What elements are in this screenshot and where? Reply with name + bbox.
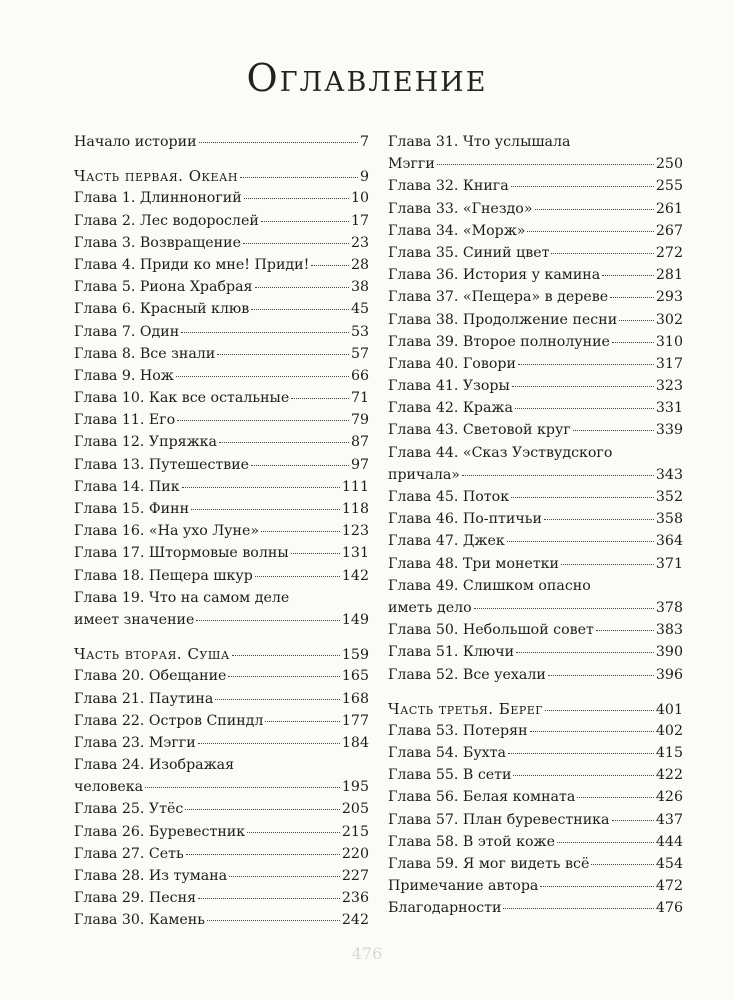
toc-entry-title: Глава 14. Пик	[74, 478, 180, 495]
toc-part-heading	[388, 698, 683, 720]
dot-leader	[244, 198, 349, 199]
toc-entry	[74, 609, 369, 631]
dot-leader	[243, 243, 349, 244]
dot-leader	[557, 842, 654, 843]
toc-entry	[74, 843, 369, 865]
toc-page-number: 331	[655, 400, 683, 417]
toc-entry-title: Глава 18. Пещера шкур	[74, 567, 253, 584]
toc-entry-title: Глава 40. Говори	[388, 355, 516, 372]
dot-leader	[261, 531, 340, 532]
toc-entry	[388, 664, 683, 686]
toc-entry	[74, 665, 369, 687]
toc-page-number: 364	[655, 533, 683, 550]
dot-leader	[181, 332, 349, 333]
toc-entry-title: имеет значение	[74, 611, 195, 628]
toc-entry	[388, 353, 683, 375]
toc-entry	[388, 220, 683, 242]
toc-entry	[74, 365, 369, 387]
dot-leader	[219, 442, 349, 443]
dot-leader	[518, 364, 654, 365]
toc-page-number: 402	[655, 722, 683, 739]
toc-page-number: 310	[655, 333, 683, 350]
toc-entry	[74, 909, 369, 931]
dot-leader	[516, 652, 654, 653]
toc-entry	[74, 298, 369, 320]
toc-page-number: 390	[655, 644, 683, 661]
toc-entry	[74, 520, 369, 542]
toc-entry	[388, 875, 683, 897]
toc-entry-title: Глава 32. Книга	[388, 178, 509, 195]
dot-leader	[508, 753, 654, 754]
toc-page-number: 396	[655, 666, 683, 683]
toc-entry-title: Глава 19. Что на самом деле	[74, 589, 290, 606]
toc-entry	[74, 688, 369, 710]
toc-page-number: 401	[655, 701, 683, 718]
toc-entry-title: Глава 58. В этой коже	[388, 833, 555, 850]
toc-page-number: 220	[341, 845, 369, 862]
toc-entry	[388, 464, 683, 486]
toc-entry-title: Глава 31. Что услышала	[388, 134, 571, 150]
toc-entry	[74, 776, 369, 798]
toc-page-number: 118	[341, 501, 369, 517]
toc-entry	[388, 619, 683, 641]
toc-entry-title: Глава 8. Все знали	[74, 345, 216, 362]
toc-entry	[74, 887, 369, 909]
toc-page-number: 149	[341, 611, 369, 628]
toc-entry	[74, 732, 369, 754]
dot-leader	[215, 699, 340, 700]
toc-page-number: 227	[341, 868, 369, 884]
toc-page-number: 352	[655, 489, 683, 505]
toc-page-number: 437	[655, 811, 683, 828]
toc-entry	[74, 821, 369, 843]
toc-entry-title: Глава 24. Изображая	[74, 757, 235, 774]
toc-entry	[388, 198, 683, 220]
toc-entry	[388, 897, 683, 919]
toc-page-number: 272	[655, 244, 683, 261]
toc-entry-title: Глава 9. Нож	[74, 367, 174, 384]
toc-page-number: 383	[655, 622, 683, 639]
dot-leader	[515, 408, 654, 409]
toc-entry-title: Глава 25. Утёс	[74, 801, 184, 818]
toc-page-number: 358	[655, 511, 683, 528]
toc-page-number: 142	[341, 567, 369, 584]
toc-page-number: 45	[350, 301, 369, 318]
dot-leader	[247, 832, 340, 833]
toc-entry	[74, 409, 369, 431]
toc-entry-title: Глава 52. Все уехали	[388, 666, 546, 683]
toc-entry	[388, 286, 683, 308]
toc-entry	[388, 809, 683, 831]
toc-entry	[74, 210, 369, 232]
toc-page-number: 293	[655, 289, 683, 306]
dot-leader	[545, 710, 654, 711]
toc-entry-title: Глава 6. Красный клюв	[74, 301, 250, 318]
toc-page-number: 343	[655, 466, 683, 483]
dot-leader	[291, 553, 340, 554]
toc-page-number: 195	[341, 779, 369, 796]
toc-entry	[388, 309, 683, 331]
toc-entry	[388, 853, 683, 875]
page-title: Оглавление	[246, 56, 488, 100]
dot-leader	[540, 886, 654, 887]
dot-leader	[530, 731, 654, 732]
toc-entry	[388, 742, 683, 764]
toc-entry	[74, 865, 369, 887]
toc-entry-title: Глава 46. По-птичьи	[388, 511, 542, 528]
toc-page-number: 236	[341, 890, 369, 907]
toc-page-number: 215	[341, 823, 369, 840]
toc-page-number: 281	[655, 267, 683, 284]
dot-leader	[511, 497, 654, 498]
toc-entry-title: Часть вторая. Суша	[74, 645, 230, 664]
section-gap	[74, 631, 369, 643]
toc-entry-title: Часть третья. Берег	[388, 699, 544, 718]
toc-part-heading	[74, 165, 369, 187]
dot-leader	[602, 275, 654, 276]
toc-entry	[388, 786, 683, 808]
toc-entry-title: Благодарности	[388, 900, 502, 917]
dot-leader	[474, 608, 654, 609]
toc-entry-title: Глава 39. Второе полнолуние	[388, 333, 610, 350]
toc-page-number: 317	[655, 355, 683, 372]
dot-leader	[612, 820, 654, 821]
toc-entry-title: Глава 21. Паутина	[74, 690, 214, 707]
toc-entry	[388, 397, 683, 419]
toc-page-number: 123	[341, 523, 369, 540]
dot-leader	[577, 797, 654, 798]
toc-entry-title: Глава 51. Ключи	[388, 644, 515, 661]
toc-entry	[74, 476, 369, 498]
toc-entry-title: Начало истории	[74, 134, 197, 150]
toc-page-number: 339	[655, 422, 683, 439]
toc-entry-title: Мэгги	[388, 156, 435, 173]
toc-page-number: 250	[655, 156, 683, 173]
toc-page-number: 17	[350, 212, 369, 229]
dot-leader	[544, 519, 654, 520]
toc-entry-title: Глава 59. Я мог видеть всё	[388, 856, 590, 872]
toc-entry-title: Глава 47. Джек	[388, 533, 505, 550]
toc-page-number: 23	[350, 234, 369, 251]
toc-entry-title: Глава 2. Лес водорослей	[74, 212, 259, 229]
dot-leader	[255, 287, 349, 288]
dot-leader	[573, 430, 654, 431]
dot-leader	[176, 376, 349, 377]
dot-leader	[503, 908, 654, 909]
toc-entry-title: Глава 57. План буревестника	[388, 811, 610, 828]
toc-entry-title: Глава 37. «Пещера» в дереве	[388, 289, 609, 306]
toc-entry	[74, 798, 369, 820]
toc-entry-title: Глава 42. Кража	[388, 400, 513, 417]
dot-leader	[232, 655, 340, 656]
toc-entry-title: Глава 43. Световой круг	[388, 422, 571, 439]
toc-entry-title: Глава 38. Продолжение песни	[388, 311, 618, 328]
toc-page-number: 57	[350, 345, 369, 362]
toc-page-number: 242	[341, 912, 369, 929]
dot-leader	[548, 675, 654, 676]
toc-entry-title: Глава 56. Белая комната	[388, 789, 576, 806]
dot-leader	[437, 164, 654, 165]
toc-entry	[388, 641, 683, 663]
toc-entry-title: Глава 4. Приди ко мне! Приди!	[74, 256, 310, 273]
toc-entry-title: причала»	[388, 466, 460, 483]
toc-page-number: 9	[359, 169, 369, 186]
toc-page-number: 267	[655, 222, 683, 239]
dot-leader	[535, 209, 654, 210]
toc-entry	[388, 375, 683, 397]
toc-entry	[74, 131, 369, 153]
toc-entry-title: Глава 17. Штормовые волны	[74, 545, 289, 562]
toc-page-number: 444	[655, 833, 683, 850]
toc-page-number: 205	[341, 801, 369, 818]
toc-entry-title: Глава 36. История у камина	[388, 267, 601, 284]
toc-entry-title: Глава 41. Узоры	[388, 378, 510, 395]
toc-entry	[74, 254, 369, 276]
toc-page-number: 79	[350, 412, 369, 429]
toc-entry	[74, 498, 369, 520]
toc-entry	[388, 720, 683, 742]
dot-leader	[507, 541, 654, 542]
toc-entry-title: Глава 12. Упряжка	[74, 434, 218, 451]
dot-leader	[198, 898, 340, 899]
toc-entry-title: Глава 3. Возвращение	[74, 234, 241, 251]
dot-leader	[610, 297, 654, 298]
toc-entry-title: Глава 1. Длинноногий	[74, 190, 242, 207]
toc-entry-title: Глава 49. Слишком опасно	[388, 577, 591, 594]
toc-entry-title: Глава 15. Финн	[74, 501, 190, 517]
dot-leader	[251, 309, 349, 310]
toc-entry	[388, 764, 683, 786]
toc-entry	[388, 153, 683, 175]
toc-page-number: 7	[359, 134, 369, 150]
toc-entry	[388, 419, 683, 441]
dot-leader	[527, 231, 653, 232]
dot-leader	[462, 475, 654, 476]
toc-entry	[388, 264, 683, 286]
toc-entry	[74, 710, 369, 732]
dot-leader	[261, 221, 349, 222]
toc-page-number: 97	[350, 456, 369, 473]
dot-leader	[265, 721, 339, 722]
dot-leader	[182, 487, 340, 488]
dot-leader	[591, 864, 654, 865]
toc-entry-title: Глава 13. Путешествие	[74, 456, 250, 473]
toc-entry	[74, 454, 369, 476]
dot-leader	[177, 420, 349, 421]
toc-entry-title: Глава 20. Обещание	[74, 668, 227, 685]
toc-page-number: 71	[350, 390, 369, 407]
toc-entry	[388, 831, 683, 853]
dot-leader	[612, 342, 654, 343]
toc-page-number: 472	[655, 878, 683, 895]
dot-leader	[186, 854, 340, 855]
toc-page-number: 165	[341, 668, 369, 685]
toc-entry-title: Глава 7. Один	[74, 323, 180, 340]
dot-leader	[311, 265, 349, 266]
toc-entry-title: Глава 22. Остров Спиндл	[74, 712, 264, 729]
toc-page-number: 302	[655, 311, 683, 328]
toc-page-number: 131	[341, 545, 369, 562]
dot-leader	[512, 386, 654, 387]
dot-leader	[217, 354, 349, 355]
toc-entry-title: человека	[74, 779, 144, 796]
toc-column-right	[388, 131, 683, 920]
toc-entry-title: Примечание автора	[388, 878, 539, 895]
toc-entry-title: Глава 33. «Гнездо»	[388, 200, 533, 217]
dot-leader	[619, 320, 654, 321]
toc-entry	[74, 321, 369, 343]
dot-leader	[229, 876, 340, 877]
toc-page-number: 323	[655, 378, 683, 395]
toc-page-number: 87	[350, 434, 369, 451]
toc-entry	[74, 276, 369, 298]
toc-entry-title: Глава 35. Синий цвет	[388, 244, 550, 261]
dot-leader	[513, 775, 653, 776]
toc-entry	[74, 187, 369, 209]
page-number: 476	[351, 944, 383, 963]
toc-page-number: 38	[350, 279, 369, 296]
toc-page-number: 168	[341, 690, 369, 707]
dot-leader	[228, 676, 339, 677]
section-gap	[74, 153, 369, 165]
toc-page-number: 66	[350, 367, 369, 384]
toc-entry-title: Глава 34. «Морж»	[388, 222, 526, 239]
dot-leader	[198, 743, 340, 744]
toc-entry	[74, 343, 369, 365]
toc-page-number: 476	[655, 900, 683, 917]
toc-entry-title: иметь дело	[388, 599, 472, 616]
toc-entry-title: Глава 53. Потерян	[388, 722, 528, 739]
toc-entry-title: Глава 30. Камень	[74, 912, 205, 929]
section-gap	[388, 686, 683, 698]
dot-leader	[291, 398, 349, 399]
dot-leader	[191, 509, 340, 510]
toc-entry	[388, 508, 683, 530]
toc-page-number: 53	[350, 323, 369, 340]
toc-entry-title: Глава 45. Поток	[388, 489, 510, 505]
dot-leader	[185, 809, 340, 810]
toc-page-number: 111	[341, 478, 369, 495]
dot-leader	[199, 142, 358, 143]
toc-page-number: 28	[350, 256, 369, 273]
toc-page-number: 184	[341, 734, 369, 751]
dot-leader	[207, 920, 340, 921]
toc-page-number: 177	[341, 712, 369, 729]
toc-entry-title: Глава 50. Небольшой совет	[388, 622, 594, 639]
toc-page-number: 159	[341, 647, 369, 664]
toc-entry	[388, 597, 683, 619]
toc-page-number: 371	[655, 555, 683, 572]
toc-page-number: 415	[655, 745, 683, 762]
toc-entry-title: Глава 48. Три монетки	[388, 555, 560, 572]
dot-leader	[251, 465, 349, 466]
toc-entry	[74, 431, 369, 453]
toc-entry	[388, 175, 683, 197]
toc-entry-title: Глава 55. В сети	[388, 767, 512, 784]
dot-leader	[561, 564, 654, 565]
toc-entry-title: Глава 5. Риона Храбрая	[74, 279, 253, 296]
toc-page-number: 422	[655, 767, 683, 784]
toc-entry	[74, 232, 369, 254]
toc-entry-title: Глава 28. Из тумана	[74, 868, 228, 884]
toc-entry-title: Глава 44. «Сказ Уэствудского	[388, 444, 613, 461]
toc-page-number: 454	[655, 856, 683, 872]
toc-part-heading	[74, 643, 369, 665]
toc-entry	[388, 553, 683, 575]
toc-page-number: 255	[655, 178, 683, 195]
toc-entry	[388, 242, 683, 264]
dot-leader	[145, 787, 340, 788]
dot-leader	[596, 630, 654, 631]
dot-leader	[255, 576, 340, 577]
toc-entry	[74, 565, 369, 587]
dot-leader	[196, 620, 340, 621]
toc-entry	[388, 331, 683, 353]
toc-page-number: 261	[655, 200, 683, 217]
toc-entry	[74, 542, 369, 564]
toc-entry	[74, 387, 369, 409]
toc-entry-title: Глава 26. Буревестник	[74, 823, 246, 840]
toc-entry-title: Глава 16. «На ухо Луне»	[74, 523, 260, 540]
toc-entry-title: Часть первая. Океан	[74, 167, 238, 186]
toc-entry-title: Глава 23. Мэгги	[74, 734, 196, 751]
dot-leader	[551, 253, 653, 254]
dot-leader	[511, 186, 654, 187]
dot-leader	[240, 177, 358, 178]
toc-column-left	[74, 131, 369, 932]
toc-entry-title: Глава 27. Сеть	[74, 845, 184, 862]
toc-page-number: 10	[350, 190, 369, 207]
toc-page-number: 378	[655, 599, 683, 616]
toc-entry	[388, 486, 683, 508]
toc-entry-title: Глава 11. Его	[74, 412, 176, 429]
toc-page-number: 426	[655, 789, 683, 806]
toc-entry-title: Глава 54. Бухта	[388, 745, 506, 762]
toc-entry-title: Глава 10. Как все остальные	[74, 390, 290, 407]
toc-entry-title: Глава 29. Песня	[74, 890, 197, 907]
toc-entry	[388, 530, 683, 552]
